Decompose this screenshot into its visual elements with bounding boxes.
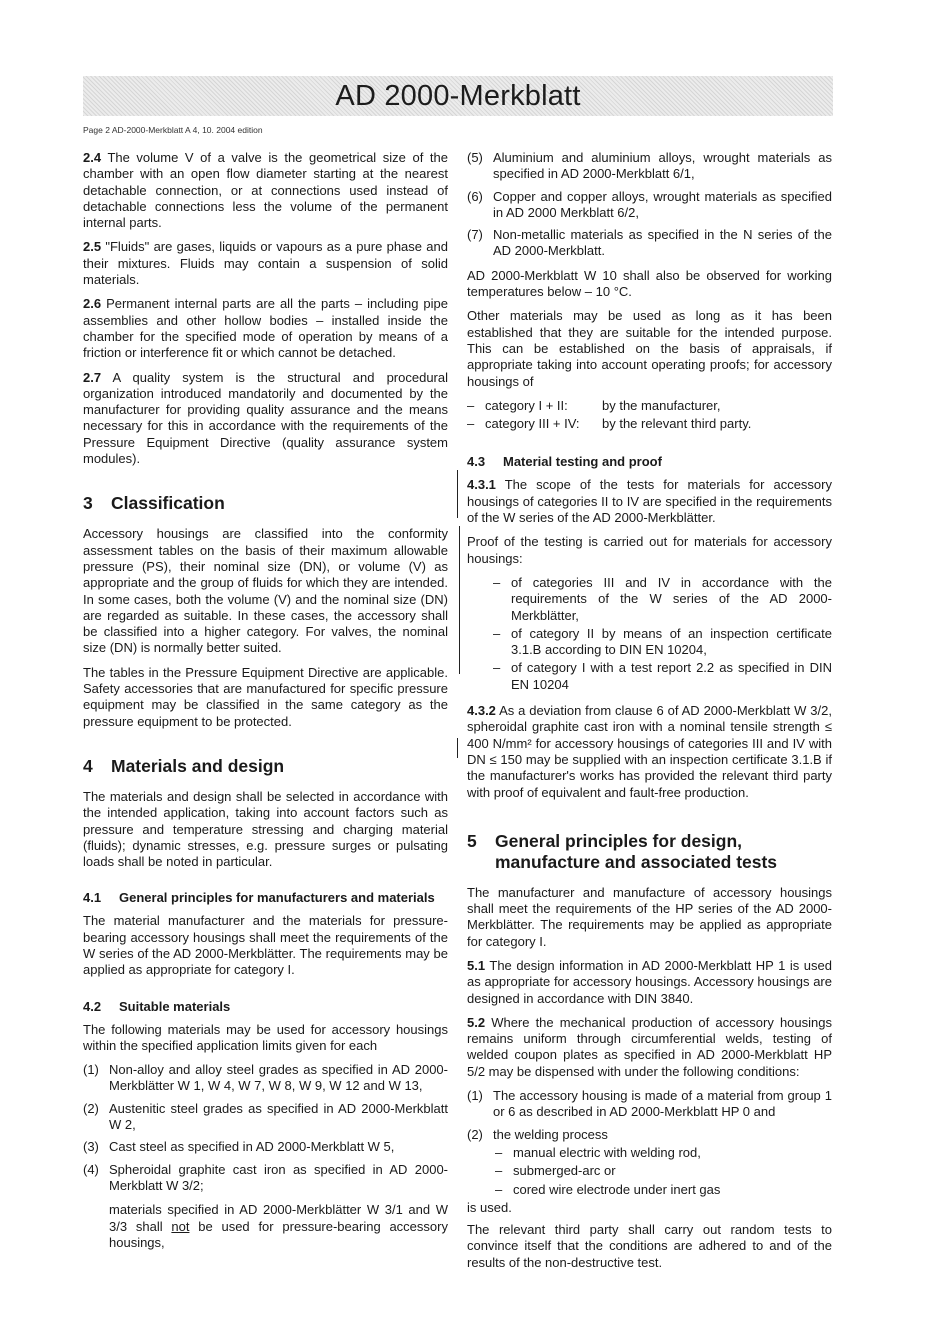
classification-paragraph-1: Accessory housings are classified into the conformity assessment tables on the basis of their maximum allowable pressure (PS), their nominal size (DN), or volume (V) as appropriate and the group of fluids for which they are intended. In some cases, both the volume (V) and the nominal size (DN) are regarded as suitable. In these cases, the accessory shall be classified into a higher category. For valves, the nominal size (DN) is normally better suited. [83, 526, 448, 656]
clause-5-2: 5.2 Where the mechanical production of accessory housings remains uniform through circumferential welds, testing of welded coupon plates as specified in AD 2000-Merkblatt HP 5/2 may be dispensed with under the following conditions: [467, 1014, 832, 1079]
list-item: – category III + IV: by the relevant third party. [467, 416, 752, 432]
list-item: – category I + II: by the manufacturer, [467, 397, 721, 413]
list-item: (7) Non-metallic materials as specified in the N series of the AD 2000-Merkblatt. [467, 227, 832, 259]
is-used-text: is used. [467, 1199, 512, 1215]
list-item: (2) Austenitic steel grades as specified in AD 2000-Merkblatt W 2, [83, 1100, 448, 1133]
left-column [83, 150, 448, 1259]
clause-2-5: 2.5 "Fluids" are gases, liquids or vapours as a pure phase and their mixtures. Fluids may contain a suspension of solid materials. [83, 239, 448, 288]
clause-5-1: 5.1 The design information in AD 2000-Merkblatt HP 1 is used as appropriate for accessory housings. Accessory housings are designed in accordance with DIN 3840. [467, 957, 832, 1006]
random-tests-paragraph: The relevant third party shall carry out random tests to convince itself that the conditions are adhered to and of the results of the non-destructive test. [467, 1222, 832, 1270]
list-item: – manual electric with welding rod, [495, 1144, 701, 1160]
category-list [467, 398, 832, 433]
clause-2-6: 2.6 Permanent internal parts are all the parts – including pipe assemblies and other hollow bodies – installed inside the chamber for the specified mode of operation by means of a friction or interference fit or which cannot be detached. [83, 296, 448, 361]
clause-4-1-text: The material manufacturer and the materials for pressure-bearing accessory housings shall meet the requirements of the W series of the AD 2000-Merkblätter. The requirements may be applied as appropriate for category I. [83, 913, 448, 978]
other-materials-paragraph: Other materials may be used as long as it has been established that they are suitable for the intended purpose. This can be established on the basis of appraisals, if appropriate taking into account operating proofs; for accessory housings of [467, 308, 832, 389]
suitable-materials-list [83, 1062, 448, 1194]
list-item: (5) Aluminium and aluminium alloys, wrought materials as specified in AD 2000-Merkblatt 6/1, [467, 150, 832, 182]
suitable-materials-list-continued [467, 150, 832, 260]
change-bar [459, 526, 460, 674]
welding-process-list [467, 1145, 832, 1198]
general-principles-paragraph: The manufacturer and manufacture of accessory housings shall meet the requirements of the HP series of the AD 2000-Merkblätter. The requirements may be applied as appropriate for category I. [467, 884, 832, 949]
clause-4-3-1: 4.3.1 The scope of the tests for materials for accessory housings of categories II to IV are specified in the requirements of the W series of the AD 2000-Merkblätter. [467, 477, 832, 526]
change-bar [457, 470, 458, 518]
list-item: (6) Copper and copper alloys, wrought materials as specified in AD 2000 Merkblatt 6/2, [467, 188, 832, 220]
clause-2-7: 2.7 A quality system is the structural and procedural organization introduced mandatorily and documented by the manufacturer for providing quality assurance and the means necessary for this in accordance with the requirements of the Pressure Equipment Directive (quality assurance system modules). [83, 369, 448, 467]
page-reference: Page 2 AD-2000-Merkblatt A 4, 10. 2004 edition [83, 125, 263, 135]
list-item: – of category I with a test report 2.2 as specified in DIN EN 10204 [493, 660, 832, 692]
clause-4-3-2: 4.3.2 As a deviation from clause 6 of AD 2000-Merkblatt W 3/2, spheroidal graphite cast iron with a nominal tensile strength ≤ 400 N/mm² for accessory housings of categories III and IV with DN ≤ 150 may be supplied with an inspection certificate 3.1.B if the manufacturer's works has provided the relevant third party with proof of equivalent and fault-free production. [467, 703, 832, 800]
list-item: – of categories III and IV in accordance with the requirements of the W series of the AD 2000-Merkblätter, [493, 574, 832, 623]
list-item: (1) Non-alloy and alloy steel grades as specified in AD 2000-Merkblätter W 1, W 4, W 7, W 8, W 9, W 12 and W 13, [83, 1062, 448, 1094]
list-item: (1) The accessory housing is made of a material from group 1 or 6 as described in AD 2000-Merkblatt HP 0 and [467, 1088, 832, 1120]
clause-4-2-intro: The following materials may be used for accessory housings within the specified application limits given for each [83, 1021, 448, 1053]
right-column [467, 150, 832, 1279]
proof-list [467, 575, 832, 693]
materials-design-paragraph: The materials and design shall be selected in accordance with the intended application, taking into account factors such as pressure and temperature stressing and charging material (fluids); dynamic stresses, e.g. pressure surges or pulsating loads shall be noted in particular. [83, 788, 448, 870]
heading-4-3: 4.3 Material testing and proof [467, 454, 662, 470]
list-item: – cored wire electrode under inert gas [495, 1181, 721, 1197]
heading-classification: 3 Classification [83, 493, 225, 514]
list-item: – of category II by means of an inspection certificate 3.1.B according to DIN EN 10204, [493, 625, 832, 658]
heading-4-2: 4.2 Suitable materials [83, 998, 231, 1014]
change-bar [457, 738, 458, 758]
classification-paragraph-2: The tables in the Pressure Equipment Directive are applicable. Safety accessories that are manufactured for specific pressure equipment may be classified in the same category as the pressure equipment to be protected. [83, 664, 448, 729]
list-item: (4) Spheroidal graphite cast iron as specified in AD 2000-Merkblatt W 3/2; [83, 1161, 448, 1193]
w10-paragraph: AD 2000-Merkblatt W 10 shall also be observed for working temperatures below – 10 °C. [467, 267, 832, 300]
conditions-list [467, 1088, 832, 1143]
clause-2-4: 2.4 The volume V of a valve is the geometrical size of the chamber with an open flow diameter starting at the nearest detachable connection, or at connections used instead of detachable connections less the volume of the permanent internal parts. [83, 150, 448, 231]
list-item: (2) the welding process [467, 1126, 608, 1142]
heading-materials-and-design: 4 Materials and design [83, 755, 285, 776]
proof-intro: Proof of the testing is carried out for materials for accessory housings: [467, 534, 832, 566]
cast-iron-note: materials specified in AD 2000-Merkblätter W 3/1 and W 3/3 shall not be used for pressure-bearing accessory housings, [109, 1202, 448, 1250]
heading-general-principles: 5 General principles for design, manufacture and associated tests [467, 830, 778, 872]
list-item: (3) Cast steel as specified in AD 2000-Merkblatt W 5, [83, 1139, 395, 1155]
header-banner [83, 76, 833, 116]
list-item: – submerged-arc or [495, 1163, 616, 1179]
document-title: AD 2000-Merkblatt [335, 79, 581, 112]
heading-4-1: 4.1 General principles for manufacturers and materials [83, 890, 435, 906]
